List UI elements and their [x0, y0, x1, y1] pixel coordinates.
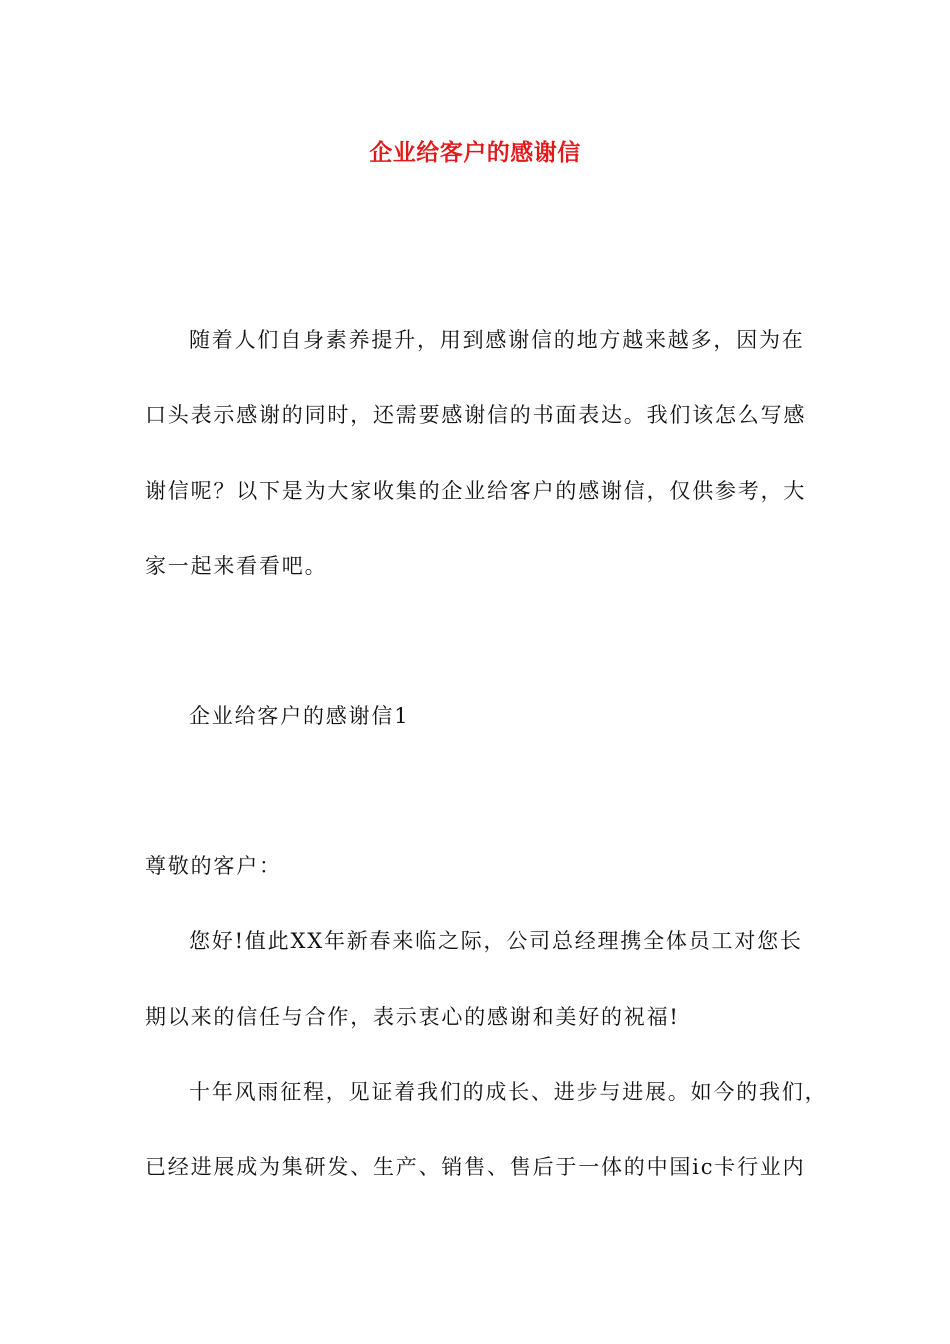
intro-line-2: 口头表示感谢的同时，还需要感谢信的书面表达。我们该怎么写感: [145, 403, 807, 427]
section-heading: 企业给客户的感谢信1: [189, 704, 410, 728]
paragraph1-line-1: 您好!值此XX年新春来临之际，公司总经理携全体员工对您长: [189, 929, 803, 953]
intro-line-4: 家一起来看看吧。: [145, 554, 328, 578]
intro-line-3: 谢信呢？以下是为大家收集的企业给客户的感谢信，仅供参考，大: [145, 479, 807, 503]
paragraph1-line-2: 期以来的信任与合作，表示衷心的感谢和美好的祝福!: [145, 1005, 680, 1029]
paragraph2-line-2: 已经进展成为集研发、生产、销售、售后于一体的中国ic卡行业内: [145, 1155, 806, 1179]
paragraph2-line-1: 十年风雨征程，见证着我们的成长、进步与进展。如今的我们，: [189, 1080, 828, 1104]
intro-line-1: 随着人们自身素养提升，用到感谢信的地方越来越多，因为在: [189, 328, 805, 352]
salutation: 尊敬的客户：: [145, 854, 282, 878]
document-title: 企业给客户的感谢信: [369, 139, 581, 166]
